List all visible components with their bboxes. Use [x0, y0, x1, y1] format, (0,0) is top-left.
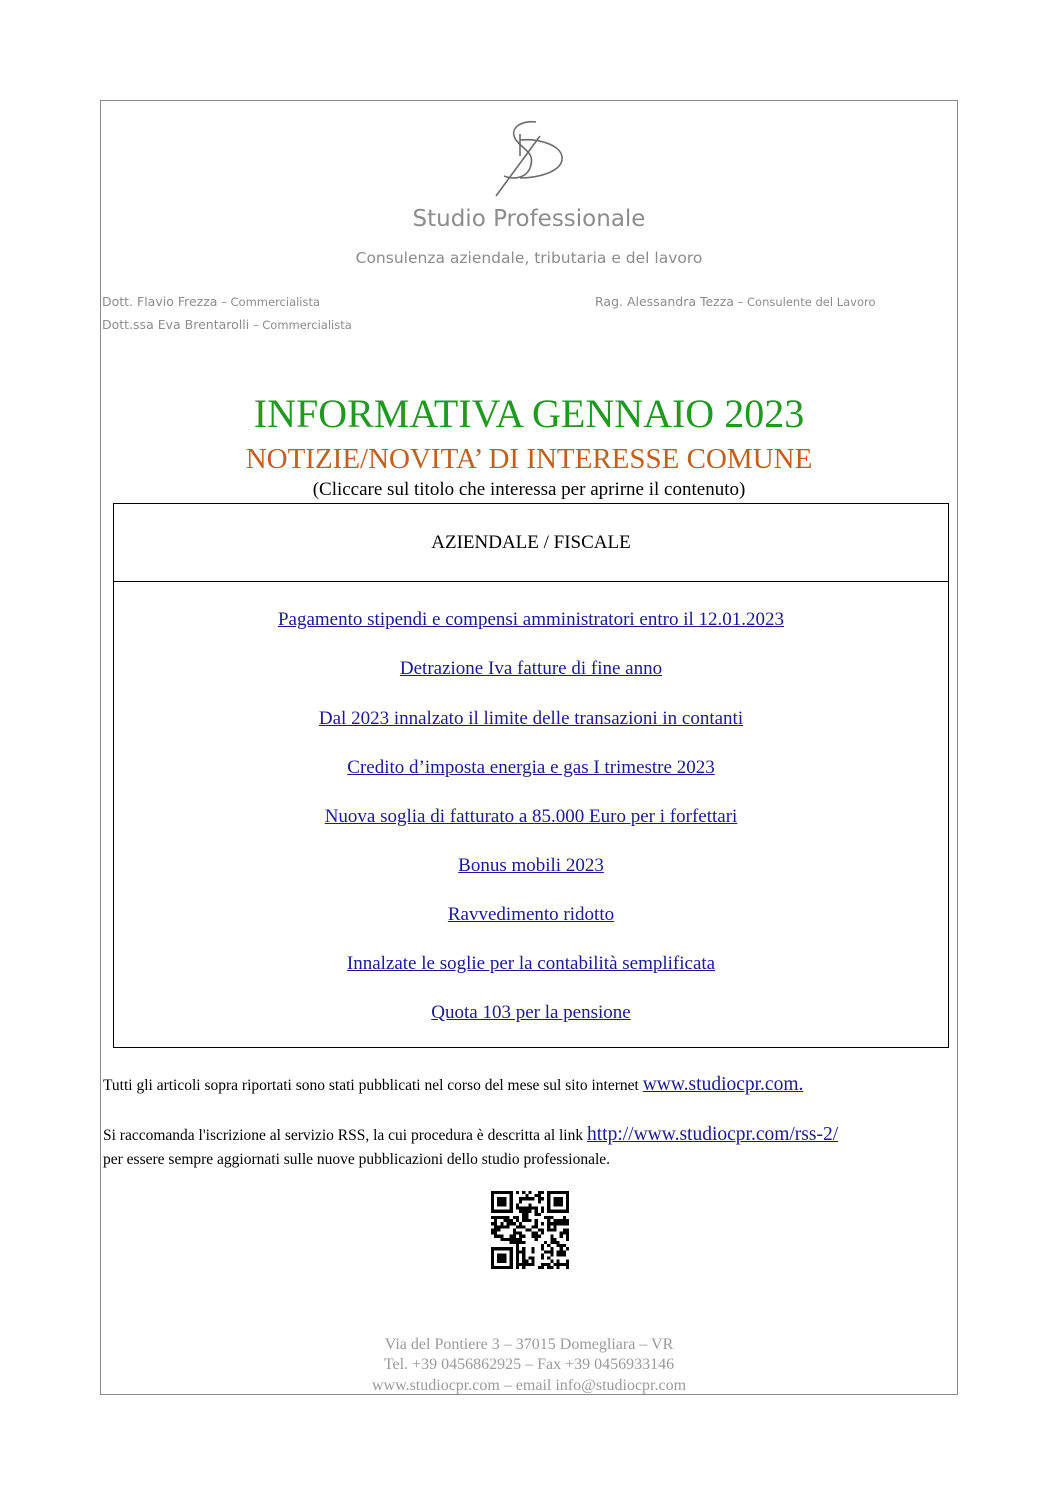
rss-note-continued: per essere sempre aggiornati sulle nuove pubblicazioni dello studio professionale.	[103, 1151, 611, 1168]
rss-text: Si raccomanda l'iscrizione al servizio RSS, la cui procedura è descritta al link	[103, 1127, 587, 1144]
qr-code-icon[interactable]	[491, 1190, 569, 1270]
rss-link[interactable]: http://www.studiocpr.com/rss-2/	[587, 1124, 839, 1145]
articles-box	[113, 503, 949, 1048]
studio-name: Studio Professionale	[412, 206, 646, 232]
article-link[interactable]: Detrazione Iva fatture di fine anno	[399, 658, 663, 679]
person-role: – Consulente del Lavoro	[733, 295, 876, 309]
list-item	[114, 1000, 948, 1026]
list-item	[114, 607, 948, 633]
section-header: AZIENDALE / FISCALE	[114, 504, 948, 582]
list-item	[114, 804, 948, 830]
person-name: Dott. Flavio Frezza	[102, 294, 218, 309]
article-link[interactable]: Innalzate le soglie per la contabilità semplificata	[346, 953, 716, 974]
person-tezza	[595, 294, 876, 309]
published-text: Tutti gli articoli sopra riportati sono stati pubblicati nel corso del mese sul sito internet	[103, 1077, 643, 1094]
article-link[interactable]: Ravvedimento ridotto	[447, 904, 615, 925]
list-item	[114, 951, 948, 977]
person-role: – Commercialista	[249, 318, 352, 332]
list-item	[114, 706, 948, 732]
person-role: – Commercialista	[217, 295, 321, 309]
published-note	[103, 1074, 803, 1096]
page-subtitle: NOTIZIE/NOVITA’ DI INTERESSE COMUNE	[245, 443, 813, 475]
article-link[interactable]: Nuova soglia di fatturato a 85.000 Euro per i forfettari	[324, 806, 738, 827]
person-brentarolli	[102, 317, 352, 332]
article-link[interactable]: Dal 2023 innalzato il limite delle transazioni in contanti	[318, 708, 744, 729]
footer-web: www.studiocpr.com – email info@studiocpr.com	[371, 1377, 687, 1394]
instructions: (Cliccare sul titolo che interessa per aprirne il contenuto)	[312, 479, 746, 500]
article-link[interactable]: Quota 103 per la pensione	[431, 1002, 631, 1023]
website-link[interactable]: www.studiocpr.com.	[642, 1074, 804, 1095]
footer-address: Via del Pontiere 3 – 37015 Domegliara – VR	[384, 1336, 674, 1353]
list-item	[114, 755, 948, 781]
studio-subtitle: Consulenza aziendale, tributaria e del lavoro	[355, 249, 703, 267]
person-name: Dott.ssa Eva Brentarolli	[102, 317, 250, 332]
person-name: Rag. Alessandra Tezza	[595, 294, 734, 309]
rss-note	[103, 1124, 838, 1146]
article-link[interactable]: Bonus mobili 2023	[458, 855, 604, 876]
footer-phone: Tel. +39 0456862925 – Fax +39 0456933146	[383, 1356, 675, 1373]
article-link[interactable]: Pagamento stipendi e compensi amministratori entro il 12.01.2023	[277, 609, 785, 630]
list-item	[114, 853, 948, 879]
person-frezza	[102, 294, 320, 309]
list-item	[114, 656, 948, 682]
studio-logo	[490, 116, 570, 200]
list-item	[114, 902, 948, 928]
article-link[interactable]: Credito d’imposta energia e gas I trimestre 2023	[347, 757, 715, 778]
page-title: INFORMATIVA GENNAIO 2023	[253, 391, 805, 436]
